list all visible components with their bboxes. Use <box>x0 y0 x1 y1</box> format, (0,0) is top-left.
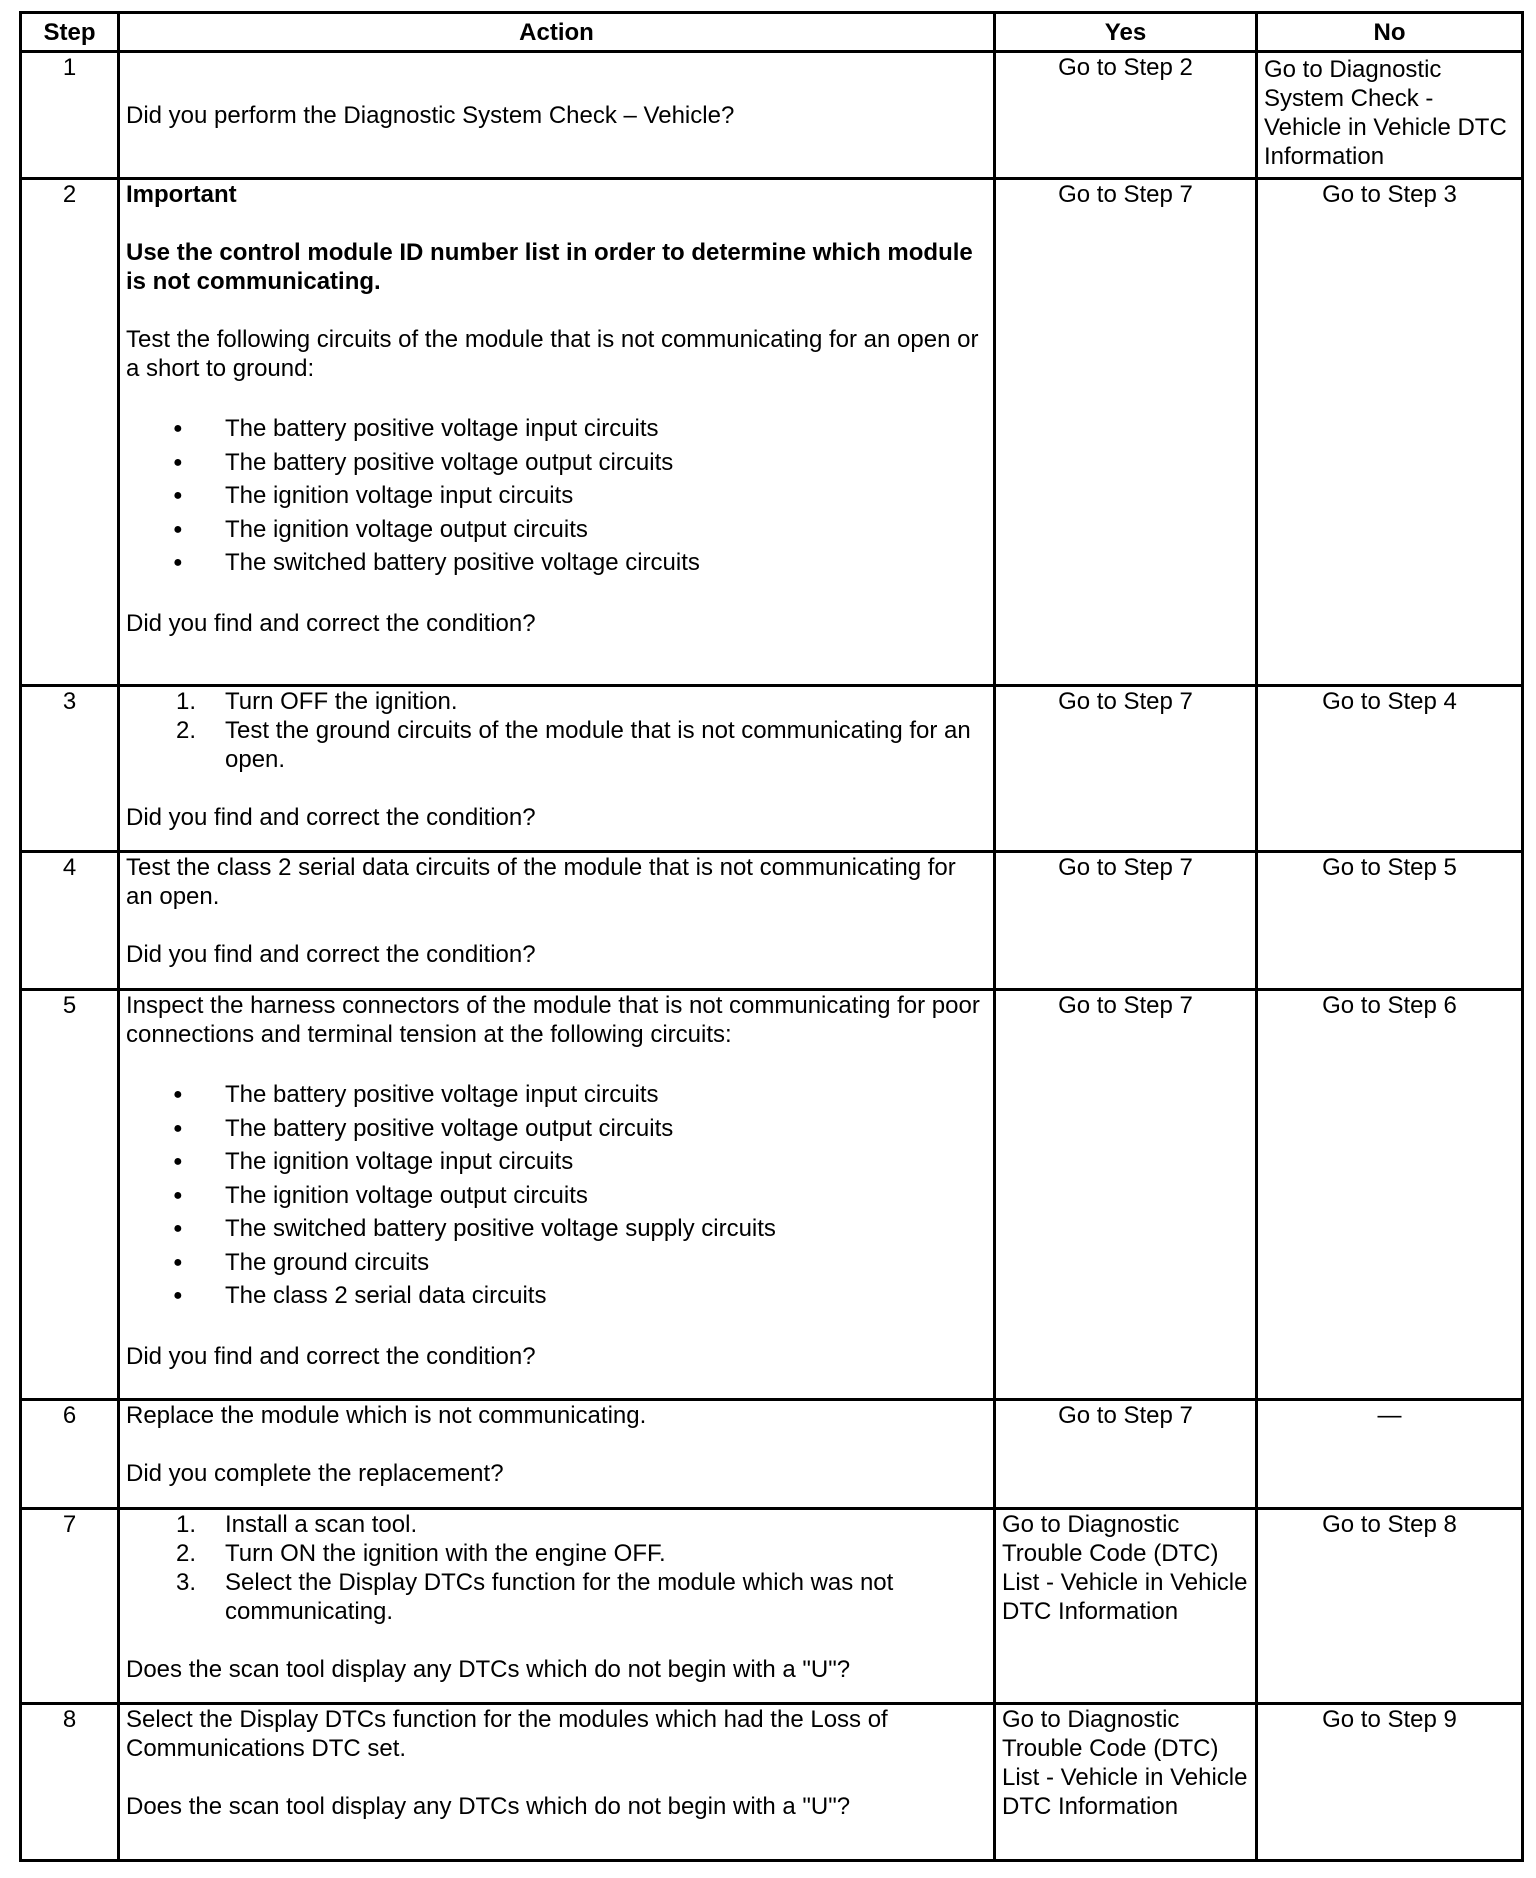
procedure-list <box>126 687 987 774</box>
step-question: Did you find and correct the condition? <box>126 804 536 831</box>
no-cell: Go to Step 8 <box>1257 1509 1523 1704</box>
list-item: ● The battery positive voltage output circuits <box>126 1112 987 1146</box>
step-question: Did you find and correct the condition? <box>126 1342 536 1370</box>
yes-cell: Go to Diagnostic Trouble Code (DTC) List - Vehicle in Vehicle DTC Information <box>995 1704 1257 1861</box>
yes-cell: Go to Step 7 <box>995 179 1257 686</box>
action-cell <box>119 852 995 990</box>
item-number: 2. <box>176 1540 197 1567</box>
table-row <box>21 1400 1523 1509</box>
step-number: 6 <box>21 1400 119 1509</box>
header-action: Action <box>119 13 995 52</box>
yes-cell: Go to Diagnostic Trouble Code (DTC) List - Vehicle in Vehicle DTC Information <box>995 1509 1257 1704</box>
step-number: 2 <box>21 179 119 686</box>
important-text: Use the control module ID number list in order to determine which module is not communicating. <box>126 239 973 295</box>
header-row <box>21 13 1523 52</box>
no-cell: — <box>1257 1400 1523 1509</box>
list-item: ● The switched battery positive voltage circuits <box>126 546 987 580</box>
step-number: 1 <box>21 52 119 179</box>
step-question: Did you find and correct the condition? <box>126 609 536 637</box>
step-number: 7 <box>21 1509 119 1704</box>
step-intro: Test the following circuits of the module that is not communicating for an open or a short to ground: <box>126 326 979 382</box>
step-question: Does the scan tool display any DTCs which do not begin with a "U"? <box>126 1656 851 1683</box>
table-row <box>21 1704 1523 1861</box>
no-cell: Go to Diagnostic System Check - Vehicle in Vehicle DTC Information <box>1257 52 1523 179</box>
item-number: 2. <box>176 717 197 744</box>
action-cell <box>119 686 995 852</box>
action-cell <box>119 52 995 179</box>
list-item: ● The battery positive voltage output circuits <box>126 446 987 480</box>
step-question: Did you find and correct the condition? <box>126 941 536 968</box>
header-yes: Yes <box>995 13 1257 52</box>
circuit-list <box>126 1078 987 1313</box>
action-cell <box>119 179 995 686</box>
item-text: Turn ON the ignition with the engine OFF. <box>225 1540 666 1567</box>
list-item <box>126 716 987 774</box>
yes-cell: Go to Step 7 <box>995 852 1257 990</box>
no-cell: Go to Step 3 <box>1257 179 1523 686</box>
item-number: 1. <box>176 688 197 715</box>
list-item <box>126 1568 987 1626</box>
table-row <box>21 686 1523 852</box>
item-text: Turn OFF the ignition. <box>225 688 458 715</box>
list-item: ● The ignition voltage input circuits <box>126 1145 987 1179</box>
list-item: ● The class 2 serial data circuits <box>126 1279 987 1313</box>
list-item: ● The ignition voltage output circuits <box>126 1179 987 1213</box>
yes-cell: Go to Step 7 <box>995 990 1257 1400</box>
action-cell <box>119 1509 995 1704</box>
list-item: ● The battery positive voltage input circuits <box>126 1078 987 1112</box>
step-number: 3 <box>21 686 119 852</box>
table-row <box>21 52 1523 179</box>
step-intro: Inspect the harness connectors of the module that is not communicating for poor connections and terminal tension at the following circuits: <box>126 992 980 1048</box>
table-row <box>21 990 1523 1400</box>
circuit-list <box>126 412 987 580</box>
list-item: ● The ground circuits <box>126 1246 987 1280</box>
item-number: 3. <box>176 1569 197 1596</box>
table-row <box>21 852 1523 990</box>
no-cell: Go to Step 6 <box>1257 990 1523 1400</box>
item-text: Select the Display DTCs function for the module which was not communicating. <box>225 1569 894 1625</box>
list-item: ● The ignition voltage output circuits <box>126 513 987 547</box>
item-text: Install a scan tool. <box>225 1511 418 1538</box>
list-item <box>126 1510 987 1539</box>
list-item: ● The battery positive voltage input circuits <box>126 412 987 446</box>
action-cell <box>119 990 995 1400</box>
table-row <box>21 1509 1523 1704</box>
step-intro: Replace the module which is not communicating. <box>126 1402 647 1429</box>
important-label: Important <box>126 181 237 208</box>
step-question: Does the scan tool display any DTCs which do not begin with a "U"? <box>126 1793 851 1820</box>
header-step: Step <box>21 13 119 52</box>
step-intro: Test the class 2 serial data circuits of the module that is not communicating for an open. <box>126 854 956 910</box>
header-no: No <box>1257 13 1523 52</box>
item-number: 1. <box>176 1511 197 1538</box>
step-question: Did you complete the replacement? <box>126 1460 504 1487</box>
step-intro: Select the Display DTCs function for the modules which had the Loss of Communications DTC set. <box>126 1706 888 1762</box>
yes-cell: Go to Step 7 <box>995 686 1257 852</box>
step-number: 8 <box>21 1704 119 1861</box>
list-item <box>126 687 987 716</box>
step-number: 4 <box>21 852 119 990</box>
no-cell: Go to Step 9 <box>1257 1704 1523 1861</box>
diagnostic-table <box>19 11 1524 1862</box>
step-number: 5 <box>21 990 119 1400</box>
step-question: Did you perform the Diagnostic System Check – Vehicle? <box>126 101 735 129</box>
no-cell: Go to Step 5 <box>1257 852 1523 990</box>
yes-cell: Go to Step 7 <box>995 1400 1257 1509</box>
no-cell: Go to Step 4 <box>1257 686 1523 852</box>
procedure-list <box>126 1510 987 1626</box>
list-item: ● The ignition voltage input circuits <box>126 479 987 513</box>
action-cell <box>119 1400 995 1509</box>
yes-cell: Go to Step 2 <box>995 52 1257 179</box>
list-item: ● The switched battery positive voltage supply circuits <box>126 1212 987 1246</box>
list-item <box>126 1539 987 1568</box>
item-text: Test the ground circuits of the module that is not communicating for an open. <box>225 717 971 773</box>
table-row <box>21 179 1523 686</box>
action-cell <box>119 1704 995 1861</box>
